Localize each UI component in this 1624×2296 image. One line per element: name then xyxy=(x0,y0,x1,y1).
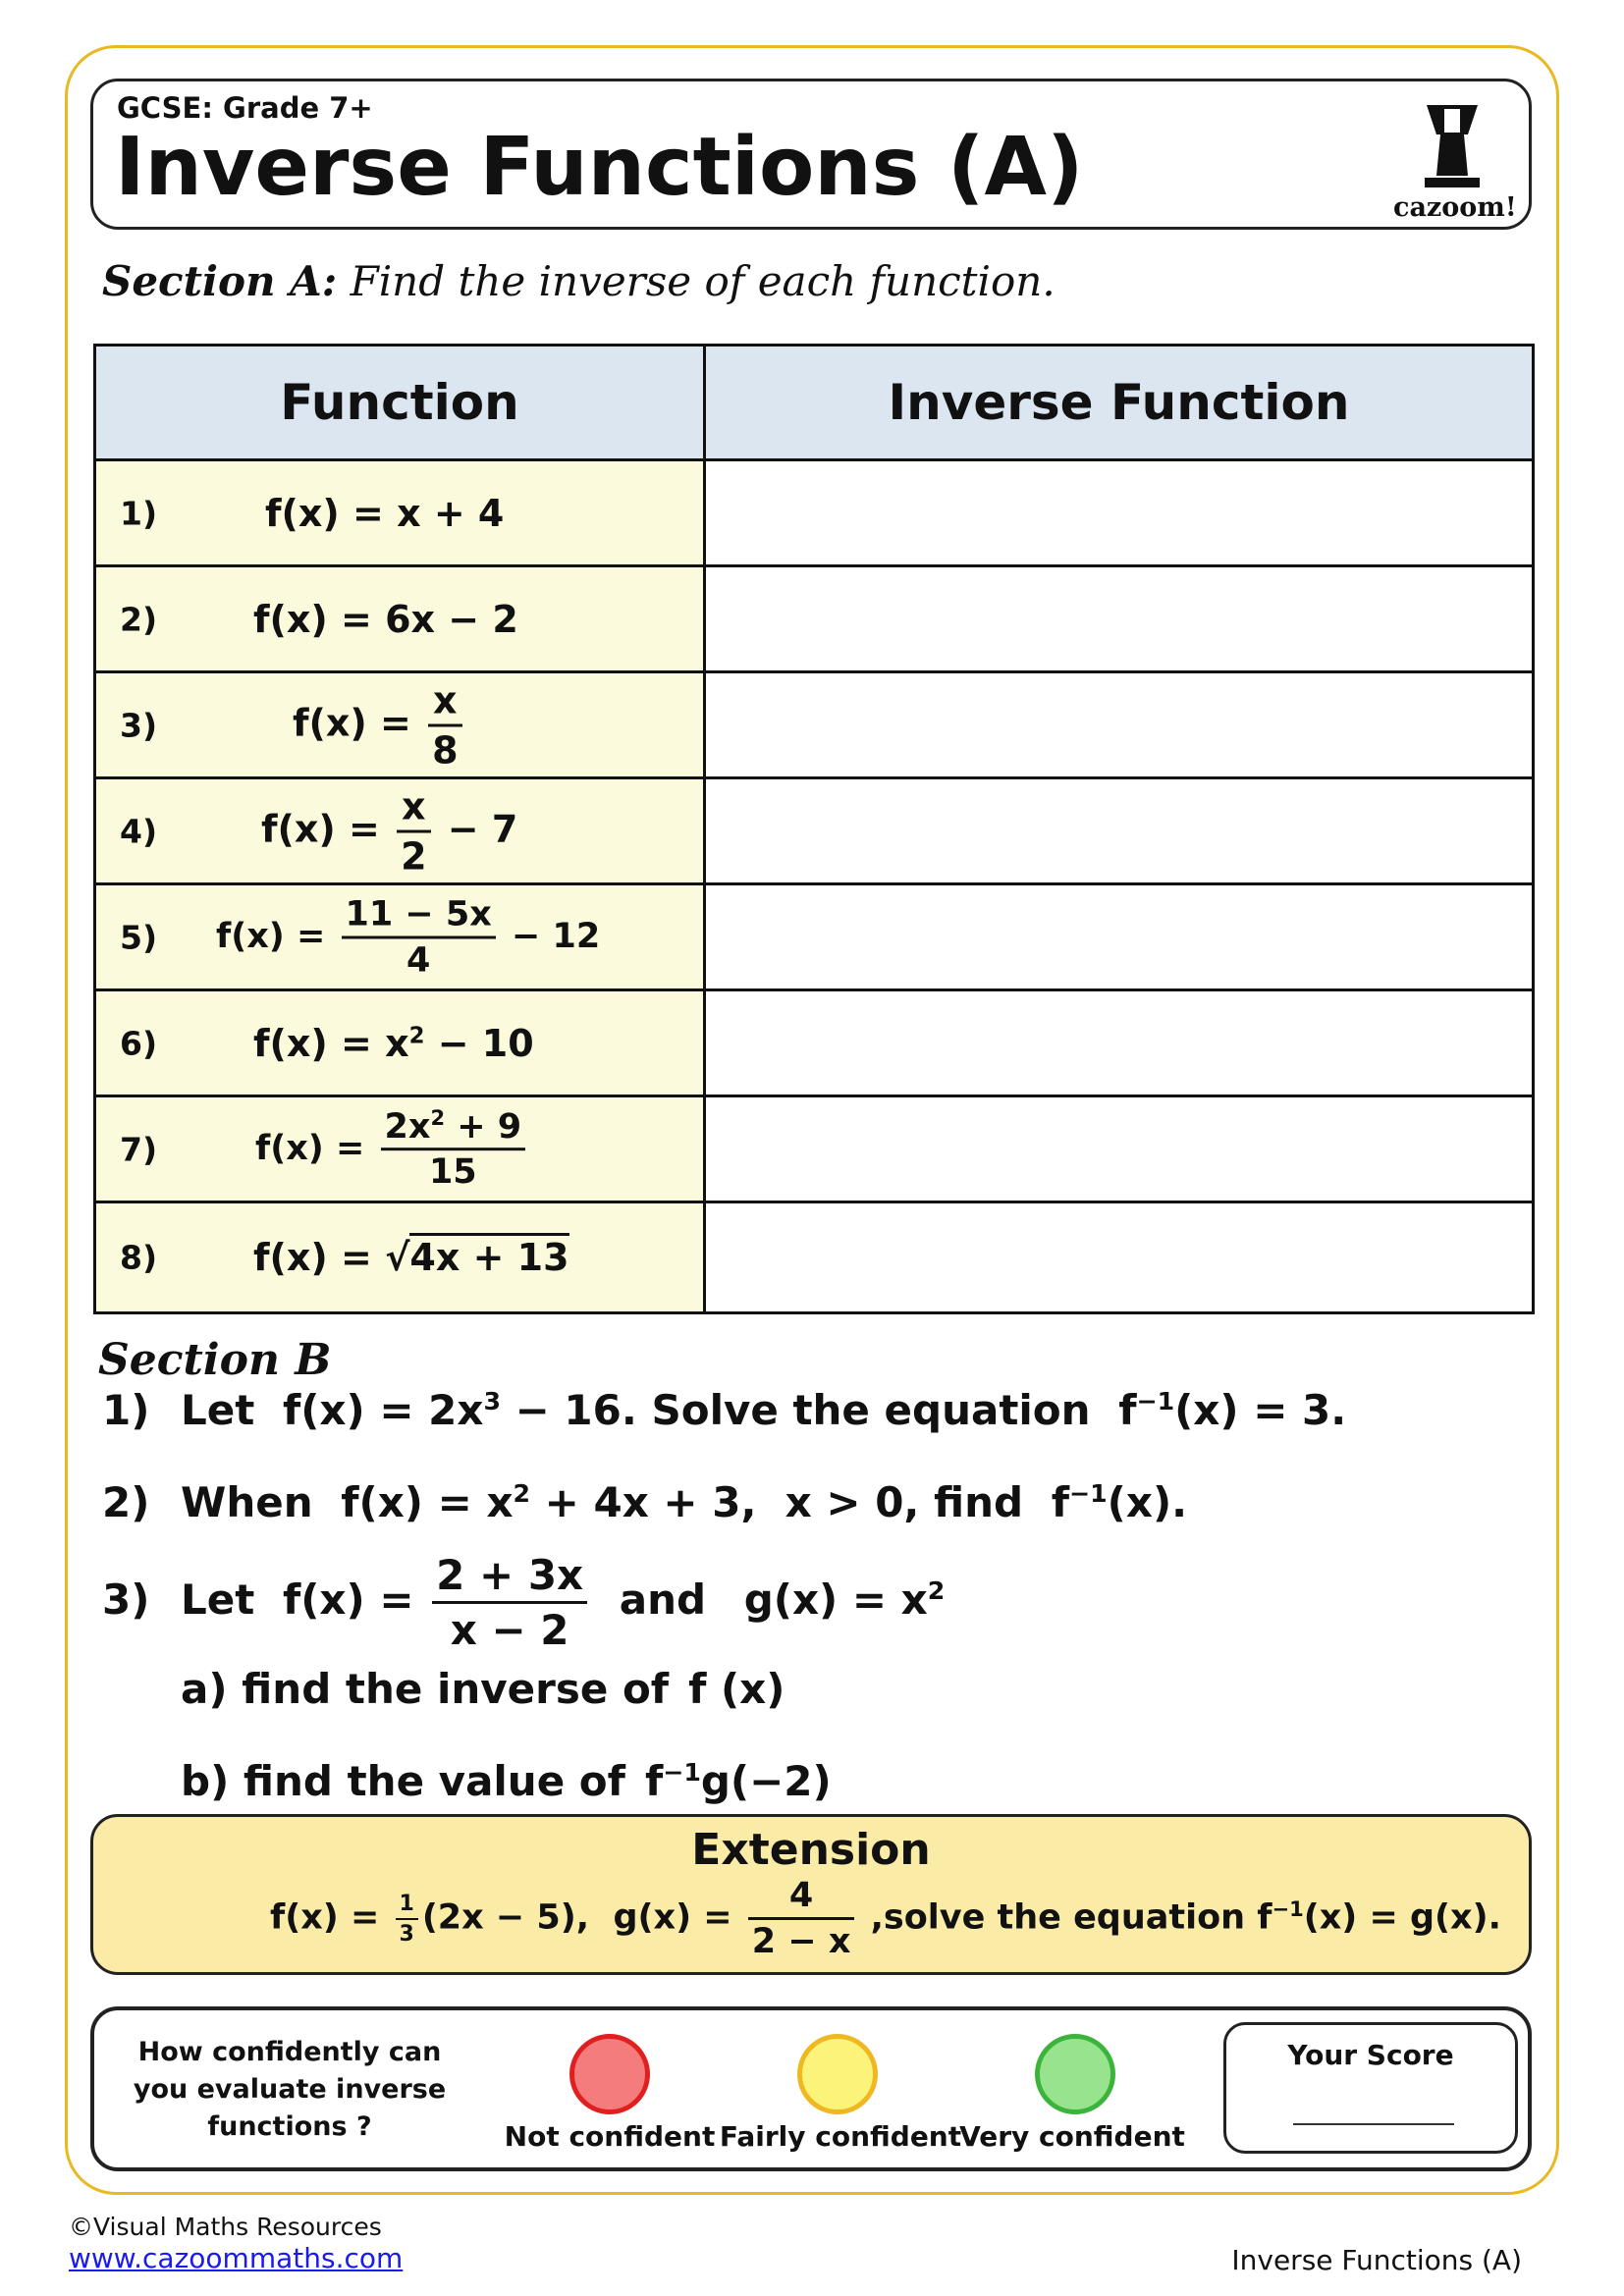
table-row xyxy=(95,1096,1534,1202)
function-expression: f(x) = √4x + 13 xyxy=(253,1236,569,1279)
question-text: When xyxy=(181,1478,313,1526)
table-row xyxy=(95,460,1534,566)
section-a-text: Find the inverse of each function. xyxy=(350,257,1056,305)
inverse-answer-cell[interactable] xyxy=(705,990,1534,1096)
question-text: a) find the inverse of xyxy=(181,1665,670,1713)
section-b-label: Section B xyxy=(98,1335,332,1385)
col-function-header: Function xyxy=(95,346,705,460)
copyright: ©Visual Maths Resources xyxy=(69,2213,382,2241)
function-expression: f(x) = $\frac{x}{2}$ − 7 xyxy=(261,784,518,878)
score-box[interactable] xyxy=(1223,2022,1518,2154)
question-b1: 1) Let $f(x) = 2x^3 - 16$. Solve the equation $f^{-1}(x) = 3$. xyxy=(102,1386,1347,1434)
extension-box xyxy=(90,1814,1532,1975)
row-number: 3) xyxy=(120,706,158,744)
function-expression: f(x) = $\frac{11 - 5x}{4}$ − 12 xyxy=(216,894,601,980)
confidence-panel xyxy=(90,2006,1532,2171)
function-expression: f(x) = $\frac{x}{8}$ xyxy=(293,678,466,772)
function-cell xyxy=(95,990,705,1096)
website-link[interactable]: www.cazoommaths.com xyxy=(69,2242,404,2274)
question-text: and xyxy=(619,1575,707,1624)
fairly-confident-circle[interactable] xyxy=(797,2034,878,2114)
trophy-icon xyxy=(1393,95,1511,193)
function-expression: f(x) = x + 4 xyxy=(265,491,505,535)
inverse-answer-cell[interactable] xyxy=(705,1202,1534,1313)
function-cell xyxy=(95,566,705,672)
question-b2: 2) When $f(x) = x^2 + 4x + 3$, x > 0, find $f^{-1}(x)$. xyxy=(102,1478,1188,1526)
inverse-answer-cell[interactable] xyxy=(705,672,1534,778)
question-text: b) find the value of xyxy=(181,1757,625,1805)
logo-text: cazoom! xyxy=(1393,192,1517,223)
row-number: 6) xyxy=(120,1024,158,1062)
function-cell xyxy=(95,1202,705,1313)
question-text: , find xyxy=(903,1478,1024,1526)
question-b3a: a) find the inverse of f (x) xyxy=(181,1665,785,1713)
row-number: 5) xyxy=(120,918,158,956)
function-cell xyxy=(95,778,705,884)
extension-question: f(x) = $\frac{1}{3}$ (2x − 5), g(x) = $\frac{4}{2 - x}$ ,solve the equation $f^{-1}(x) = g(x)$. xyxy=(270,1876,1501,1961)
section-a-instruction xyxy=(102,257,1056,305)
row-number: 4) xyxy=(120,812,158,850)
score-line xyxy=(1293,2123,1454,2125)
question-b3b: b) find the value of $f^{-1}g(-2)$ xyxy=(181,1757,832,1805)
table-row xyxy=(95,1202,1534,1313)
question-text: Let xyxy=(181,1575,255,1624)
function-expression: f(x) = $\frac{2x^2 + 9}{15}$ xyxy=(255,1106,529,1193)
row-number: 2) xyxy=(120,600,158,638)
confidence-question: How confidently can you evaluate inverse functions ? xyxy=(133,2037,447,2142)
table-row xyxy=(95,778,1534,884)
fairly-confident-label: Fairly confident xyxy=(719,2120,962,2153)
footer-title: Inverse Functions (A) xyxy=(1231,2244,1522,2276)
question-number: 2) xyxy=(102,1478,150,1526)
very-confident-label: Very confident xyxy=(959,2120,1185,2153)
table-row xyxy=(95,990,1534,1096)
col-inverse-header: Inverse Function xyxy=(705,346,1534,460)
row-number: 8) xyxy=(120,1238,158,1277)
question-b3: 3) Let f(x) = $\frac{2 + 3x}{x - 2}$ and $g(x) = x^2$ xyxy=(102,1551,946,1654)
not-confident-circle[interactable] xyxy=(569,2034,650,2114)
inverse-answer-cell[interactable] xyxy=(705,460,1534,566)
function-cell xyxy=(95,672,705,778)
row-number: 1) xyxy=(120,494,158,532)
function-cell xyxy=(95,1096,705,1202)
inverse-answer-cell[interactable] xyxy=(705,1096,1534,1202)
score-label: Your Score xyxy=(1287,2039,1454,2071)
question-text: . Solve the equation xyxy=(621,1386,1091,1434)
not-confident-label: Not confident xyxy=(504,2120,716,2153)
function-table xyxy=(93,344,1535,1314)
question-number: 1) xyxy=(102,1386,150,1434)
function-cell xyxy=(95,460,705,566)
function-cell xyxy=(95,884,705,990)
table-row xyxy=(95,884,1534,990)
function-expression: $f(x) = x^2 - 10$ xyxy=(253,1021,534,1065)
inverse-answer-cell[interactable] xyxy=(705,566,1534,672)
question-text: Let xyxy=(181,1386,255,1434)
inverse-answer-cell[interactable] xyxy=(705,884,1534,990)
table-row xyxy=(95,672,1534,778)
header-box xyxy=(90,79,1532,230)
table-row xyxy=(95,566,1534,672)
very-confident-circle[interactable] xyxy=(1035,2034,1115,2114)
section-a-label: Section A: xyxy=(102,257,338,305)
row-number: 7) xyxy=(120,1130,158,1168)
extension-text: ,solve the equation xyxy=(870,1897,1246,1938)
inverse-answer-cell[interactable] xyxy=(705,778,1534,884)
table-header-row xyxy=(95,346,1534,460)
page-title: Inverse Functions (A) xyxy=(115,121,1084,214)
extension-title: Extension xyxy=(691,1825,931,1875)
grade-label: GCSE: Grade 7+ xyxy=(117,91,373,125)
question-number: 3) xyxy=(102,1575,150,1624)
cazoom-logo xyxy=(1393,95,1517,223)
function-expression: f(x) = 6x − 2 xyxy=(253,597,518,641)
